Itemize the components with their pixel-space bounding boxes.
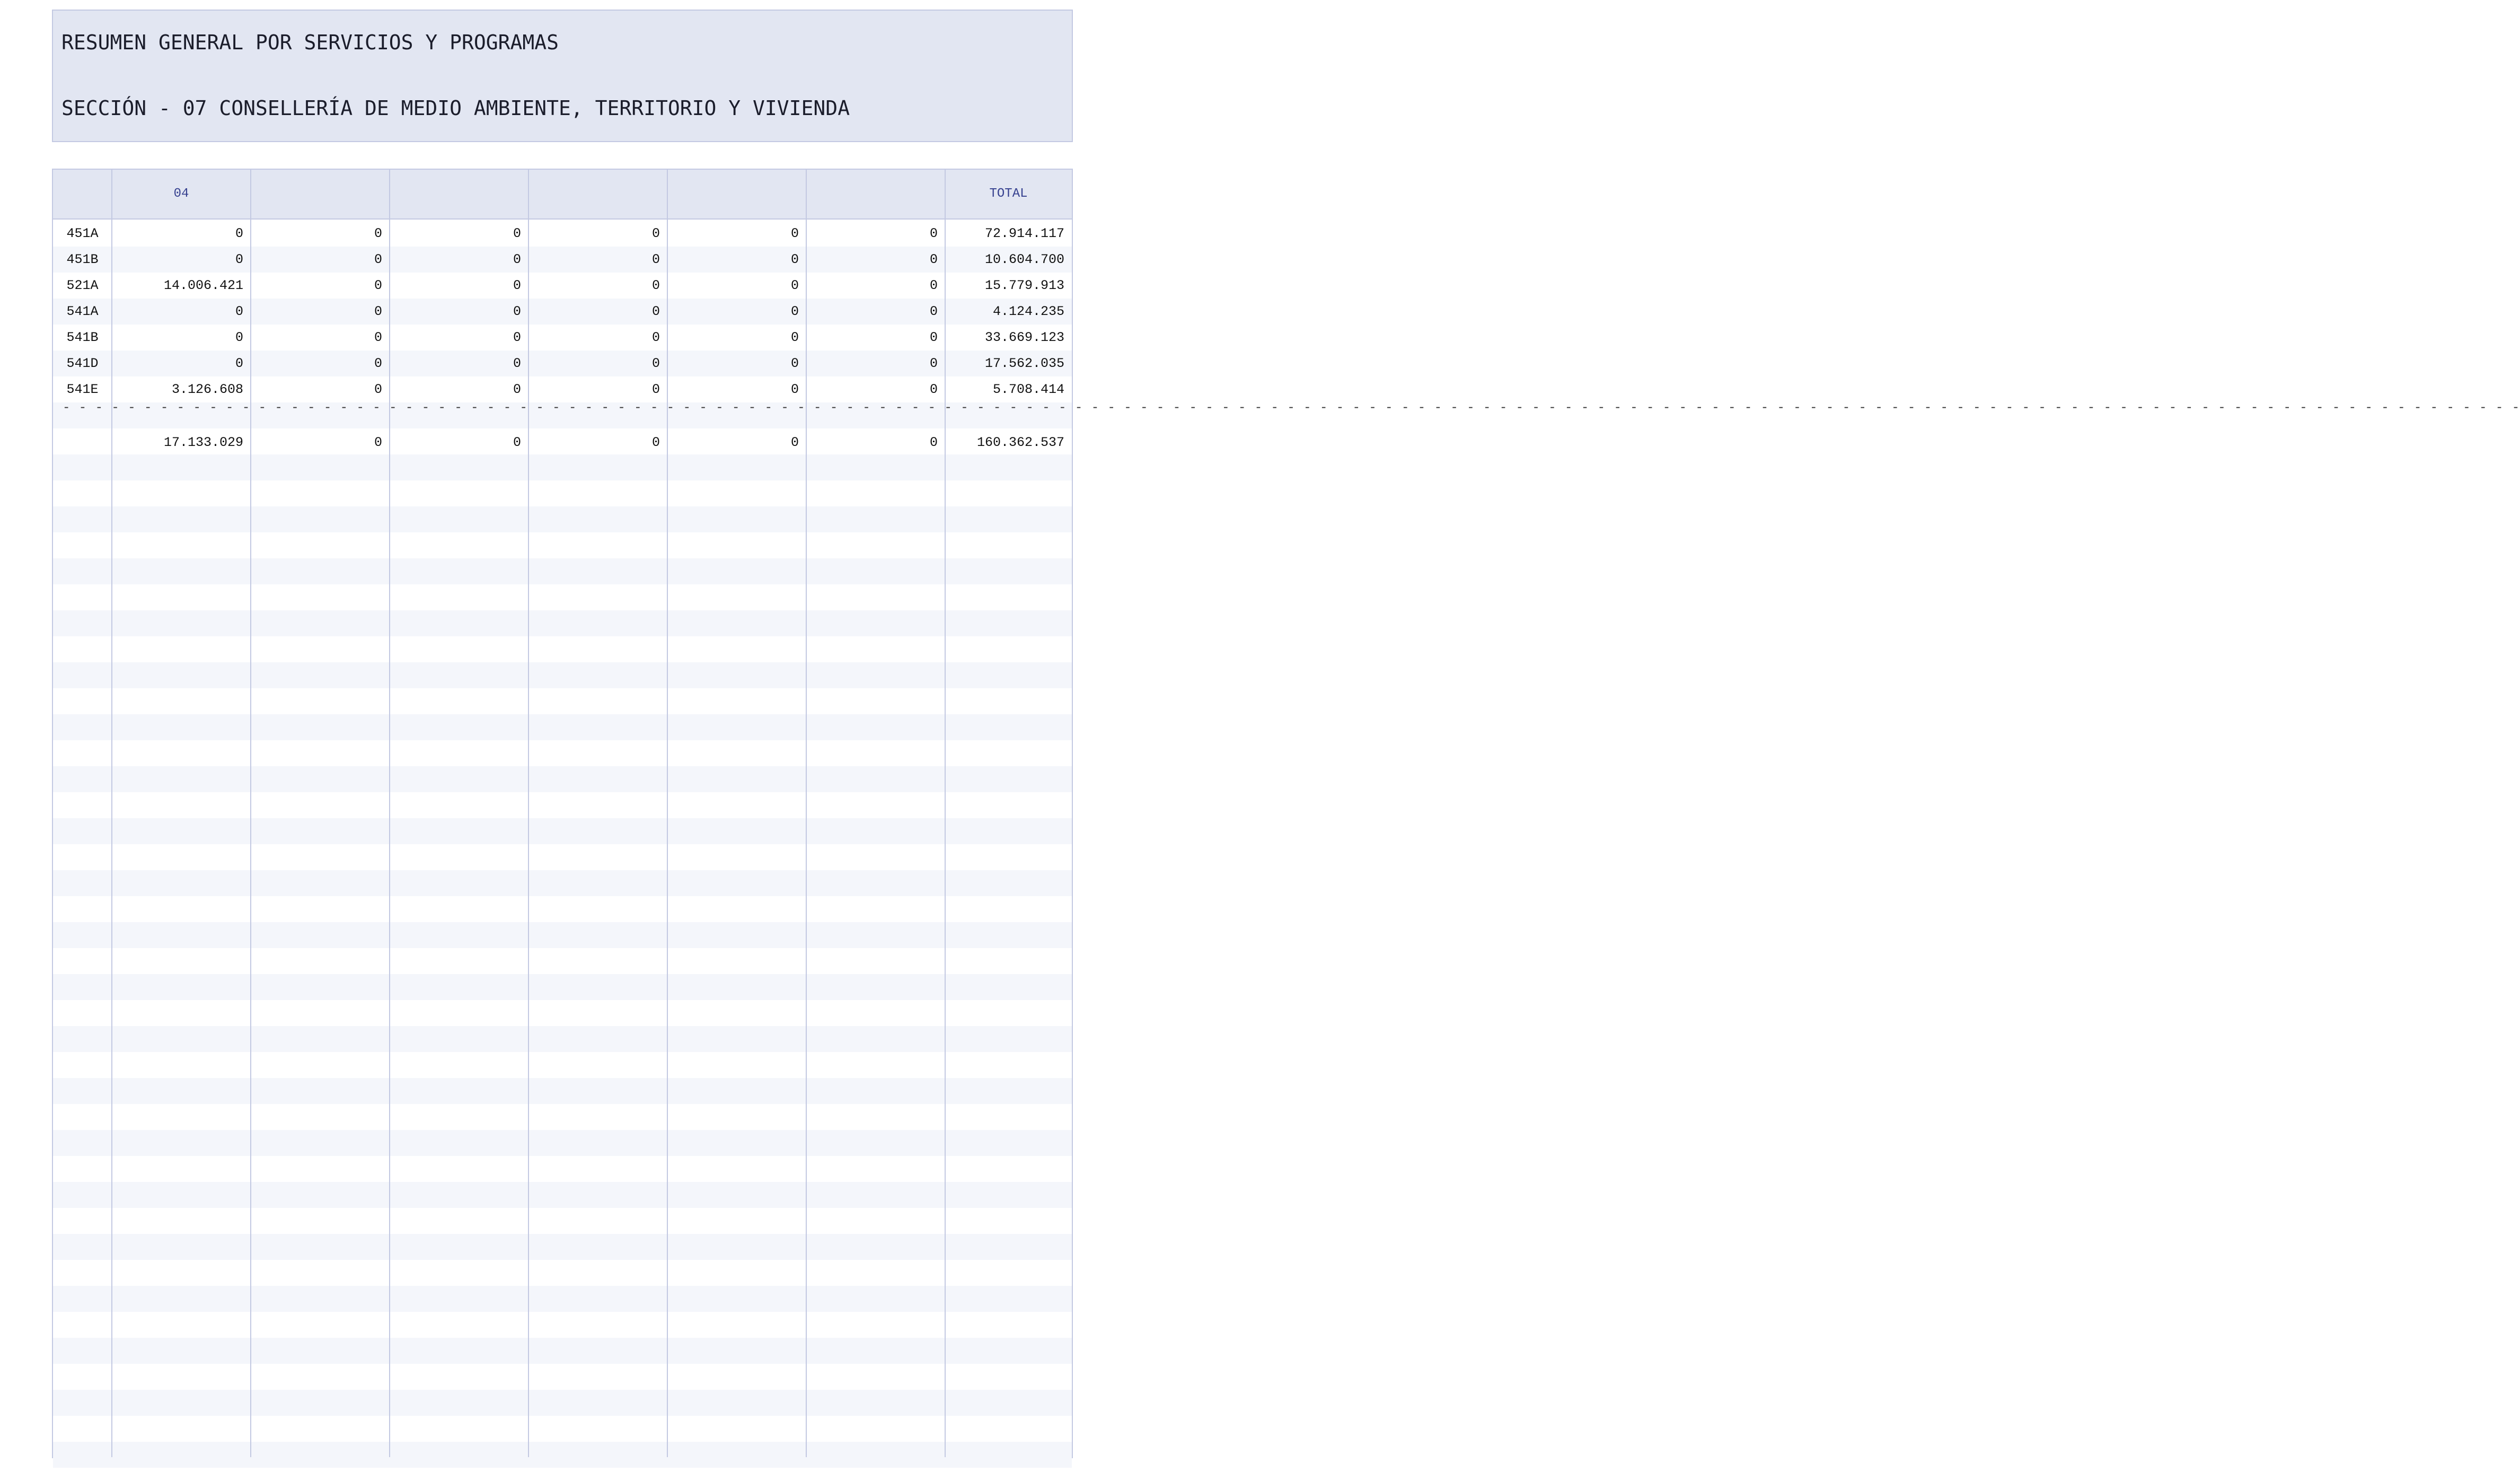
amount-cell: 0: [651, 356, 660, 371]
column-header-5: [667, 170, 806, 218]
program-code: 541A: [66, 304, 99, 319]
program-code: 451A: [66, 226, 99, 241]
column-header-2: [251, 170, 390, 218]
amount-cell: 15.779.913: [984, 278, 1064, 293]
amount-cell: 0: [790, 278, 799, 293]
section-title: SECCIÓN - 07 CONSELLERÍA DE MEDIO AMBIENTE, TERRITORIO Y VIVIENDA: [61, 97, 850, 120]
row-stripe: [53, 1338, 1072, 1364]
row-stripe: [53, 974, 1072, 1000]
amount-cell: 0: [513, 356, 521, 371]
amount-cell: 0: [790, 356, 799, 371]
amount-cell: 0: [929, 435, 938, 450]
row-stripe: [53, 1286, 1072, 1312]
amount-cell: 0: [651, 435, 660, 450]
amount-cell: 0: [790, 382, 799, 397]
amount-cell: 0: [651, 252, 660, 267]
amount-cell: 72.914.117: [984, 226, 1064, 241]
amount-cell: 0: [374, 330, 382, 345]
row-stripe: [53, 1390, 1072, 1416]
row-stripe: [53, 714, 1072, 740]
column-header-4: [528, 170, 667, 218]
amount-cell: 10.604.700: [984, 252, 1064, 267]
amount-cell: 0: [235, 330, 243, 345]
total-row: [53, 430, 1072, 455]
amount-cell: 0: [929, 356, 938, 371]
report-header: [52, 10, 1073, 142]
table-row: [53, 273, 1072, 299]
row-stripe: [53, 662, 1072, 688]
amount-cell: 0: [790, 252, 799, 267]
table-row: [53, 247, 1072, 273]
amount-cell: 3.126.608: [171, 382, 243, 397]
total-separator: - - - - - - - - - - - - - - - - - - - - - - - - - - - - - - - - - - - - - - - - - - - - - - - - - - - - - - - - - - - - - - - - - - - - - - - - - - - - - - - - - - - - - - - - - - - - - - - - - - - - - - - - - - - - - - - - - - - - - - - - - - - - - - - - - - - - - - - - - - - - - - - - - - - - - - -: [63, 401, 2520, 415]
row-stripe: [53, 1234, 1072, 1260]
column-header-7: TOTAL: [989, 187, 1028, 201]
amount-cell: 0: [235, 226, 243, 241]
amount-cell: 0: [651, 304, 660, 319]
amount-cell: 4.124.235: [992, 304, 1064, 319]
amount-cell: 0: [929, 278, 938, 293]
report-title: RESUMEN GENERAL POR SERVICIOS Y PROGRAMAS: [61, 31, 559, 54]
amount-cell: 0: [651, 278, 660, 293]
amount-cell: 33.669.123: [984, 330, 1064, 345]
amount-cell: 0: [651, 330, 660, 345]
program-code: 541E: [66, 382, 99, 397]
amount-cell: 0: [235, 252, 243, 267]
amount-cell: 0: [374, 304, 382, 319]
column-header-3: [390, 170, 528, 218]
row-stripe: [53, 1078, 1072, 1104]
table-row: [53, 325, 1072, 351]
table-row: [53, 376, 1072, 402]
row-stripe: [53, 506, 1072, 532]
amount-cell: 0: [929, 304, 938, 319]
amount-cell: 0: [929, 330, 938, 345]
column-header-1: 04: [173, 187, 189, 201]
amount-cell: 0: [374, 435, 382, 450]
amount-cell: 0: [513, 330, 521, 345]
program-code: 521A: [66, 278, 99, 293]
row-stripe: [53, 870, 1072, 896]
row-stripe: [53, 766, 1072, 792]
amount-cell: 0: [374, 278, 382, 293]
amount-cell: 14.006.421: [163, 278, 243, 293]
amount-cell: 0: [513, 252, 521, 267]
amount-cell: 17.133.029: [163, 435, 243, 450]
amount-cell: 0: [790, 226, 799, 241]
row-stripe: [53, 818, 1072, 844]
column-header-6: [806, 170, 945, 218]
amount-cell: 0: [929, 226, 938, 241]
row-stripe: [53, 558, 1072, 584]
row-stripe: [53, 454, 1072, 480]
amount-cell: 0: [790, 330, 799, 345]
amount-cell: 0: [374, 382, 382, 397]
amount-cell: 0: [513, 304, 521, 319]
amount-cell: 0: [513, 278, 521, 293]
column-header-0: [53, 170, 112, 218]
summary-table: [52, 169, 2520, 1458]
table-row: [53, 351, 1072, 376]
row-stripe: [53, 1182, 1072, 1208]
amount-cell: 0: [929, 252, 938, 267]
amount-cell: 0: [374, 226, 382, 241]
amount-cell: 17.562.035: [984, 356, 1064, 371]
amount-cell: 0: [513, 226, 521, 241]
row-stripe: [53, 610, 1072, 636]
row-stripe: [53, 1026, 1072, 1052]
amount-cell: 0: [513, 382, 521, 397]
program-code: 541D: [66, 356, 99, 371]
amount-cell: 0: [790, 304, 799, 319]
amount-cell: 0: [651, 382, 660, 397]
amount-cell: 0: [235, 304, 243, 319]
table-row: [53, 299, 1072, 325]
program-code: 451B: [66, 252, 99, 267]
program-code: [53, 430, 112, 455]
amount-cell: 5.708.414: [992, 382, 1064, 397]
amount-cell: 0: [790, 435, 799, 450]
row-stripe: [53, 922, 1072, 948]
row-stripe: [53, 1130, 1072, 1156]
table-header-row: [53, 170, 1072, 220]
amount-cell: 0: [651, 226, 660, 241]
amount-cell: 0: [929, 382, 938, 397]
amount-cell: 160.362.537: [976, 435, 1064, 450]
table-row: [53, 221, 1072, 247]
amount-cell: 0: [235, 356, 243, 371]
amount-cell: 0: [513, 435, 521, 450]
program-code: 541B: [66, 330, 99, 345]
row-stripe: [53, 1442, 1072, 1468]
amount-cell: 0: [374, 356, 382, 371]
amount-cell: 0: [374, 252, 382, 267]
